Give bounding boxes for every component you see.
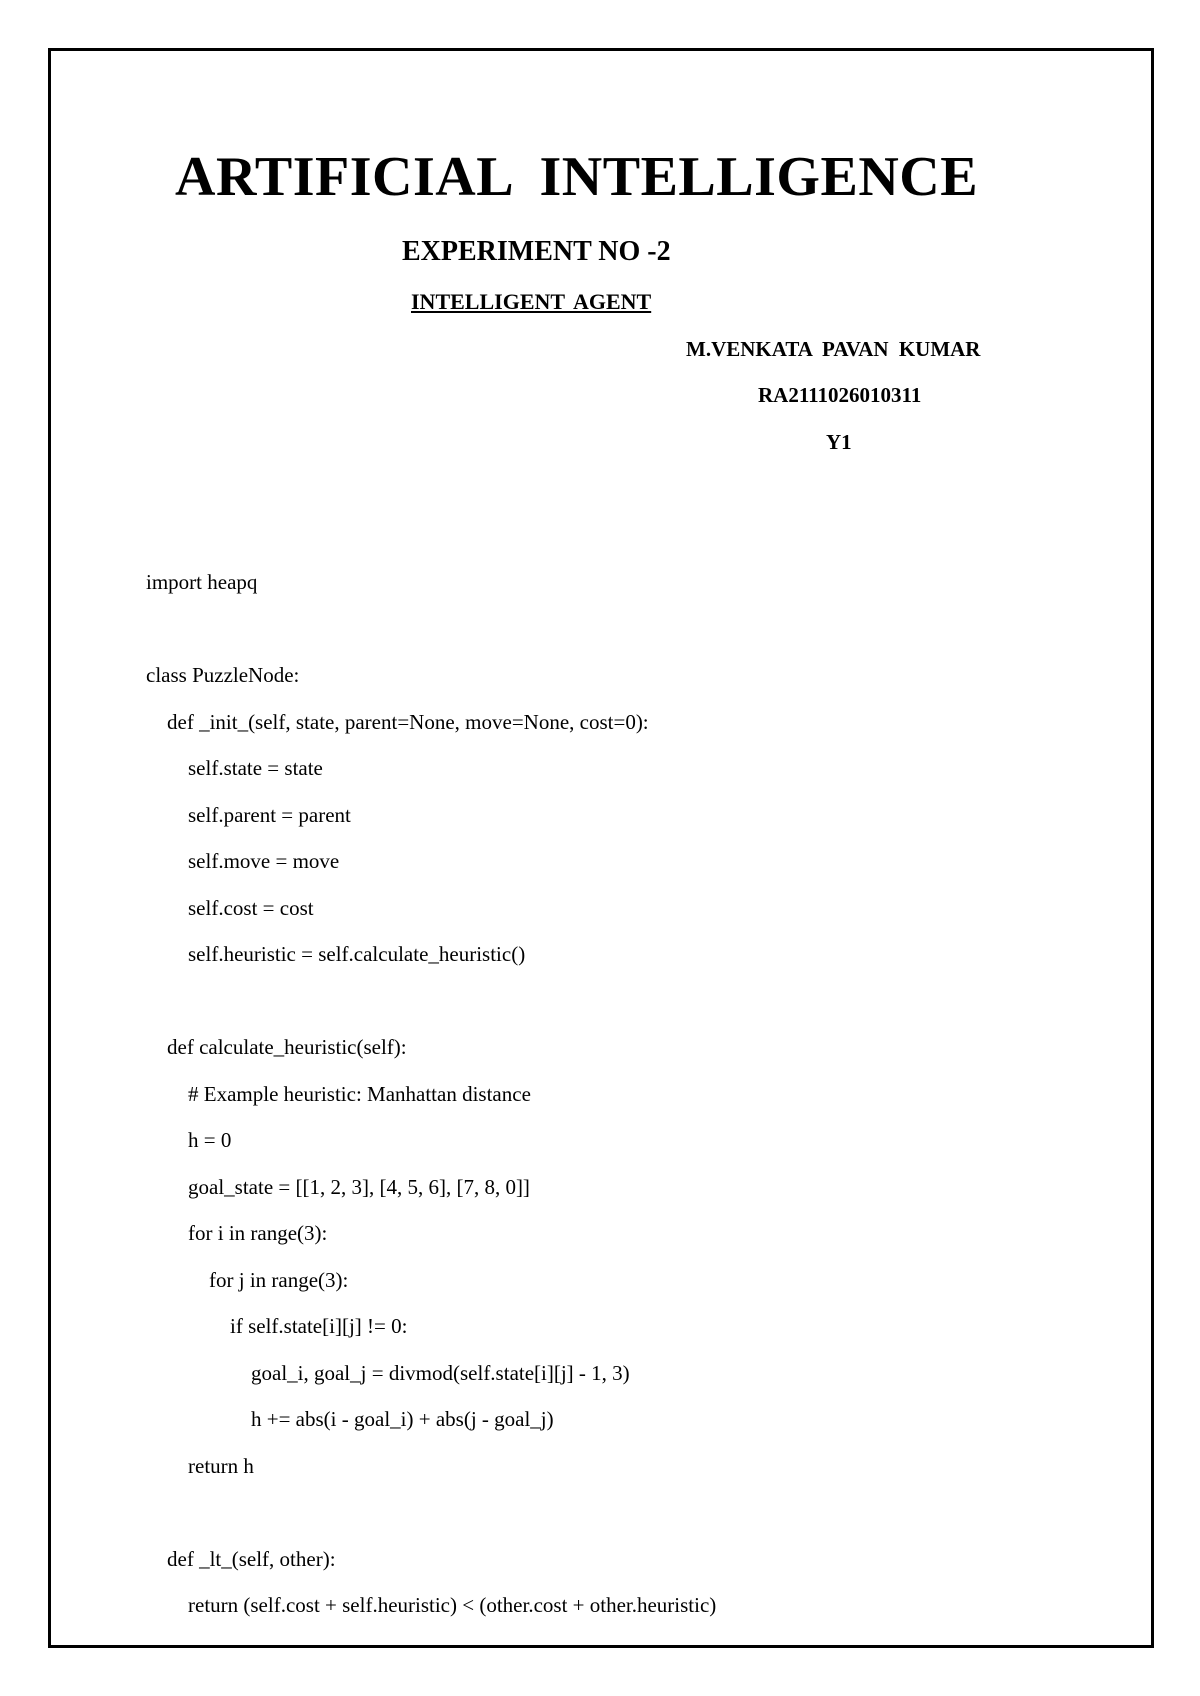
code-line: for j in range(3): bbox=[146, 1267, 349, 1292]
code-line bbox=[146, 1489, 716, 1536]
code-line: return (self.cost + self.heuristic) < (other.cost + other.heuristic) bbox=[146, 1593, 717, 1617]
code-line bbox=[146, 978, 716, 1025]
code-line: h += abs(i - goal_i) + abs(j - goal_j) bbox=[146, 1407, 554, 1431]
code-line: self.state = state bbox=[146, 756, 323, 780]
experiment-number: EXPERIMENT NO -2 bbox=[402, 236, 671, 267]
code-line: goal_i, goal_j = divmod(self.state[i][j] - 1, 3) bbox=[146, 1360, 630, 1385]
section-code: Y1 bbox=[826, 430, 852, 454]
code-line: return h bbox=[146, 1453, 254, 1478]
code-line: class PuzzleNode: bbox=[146, 663, 300, 687]
code-line: goal_state = [[1, 2, 3], [4, 5, 6], [7, 8, 0]] bbox=[146, 1174, 530, 1199]
author-name: M.VENKATA PAVAN KUMAR bbox=[686, 337, 981, 361]
code-line bbox=[146, 606, 716, 653]
code-line: self.cost = cost bbox=[146, 895, 314, 920]
code-line: def calculate_heuristic(self): bbox=[146, 1035, 407, 1059]
code-line: import heapq bbox=[146, 570, 258, 594]
experiment-subtitle: INTELLIGENT AGENT bbox=[411, 289, 652, 314]
code-line: self.move = move bbox=[146, 849, 340, 873]
code-line: for i in range(3): bbox=[146, 1221, 328, 1245]
register-number: RA2111026010311 bbox=[758, 383, 922, 407]
code-line: # Example heuristic: Manhattan distance bbox=[146, 1081, 531, 1106]
code-line: self.heuristic = self.calculate_heuristic() bbox=[146, 942, 526, 966]
code-listing bbox=[146, 466, 716, 1675]
code-line: if self.state[i][j] != 0: bbox=[146, 1314, 408, 1338]
code-line: def _init_(self, state, parent=None, move=None, cost=0): bbox=[146, 709, 649, 734]
document-title: ARTIFICIAL INTELLIGENCE bbox=[175, 146, 979, 208]
code-line: h = 0 bbox=[146, 1128, 232, 1152]
code-line: def _lt_(self, other): bbox=[146, 1546, 336, 1571]
code-line: self.parent = parent bbox=[146, 802, 351, 827]
